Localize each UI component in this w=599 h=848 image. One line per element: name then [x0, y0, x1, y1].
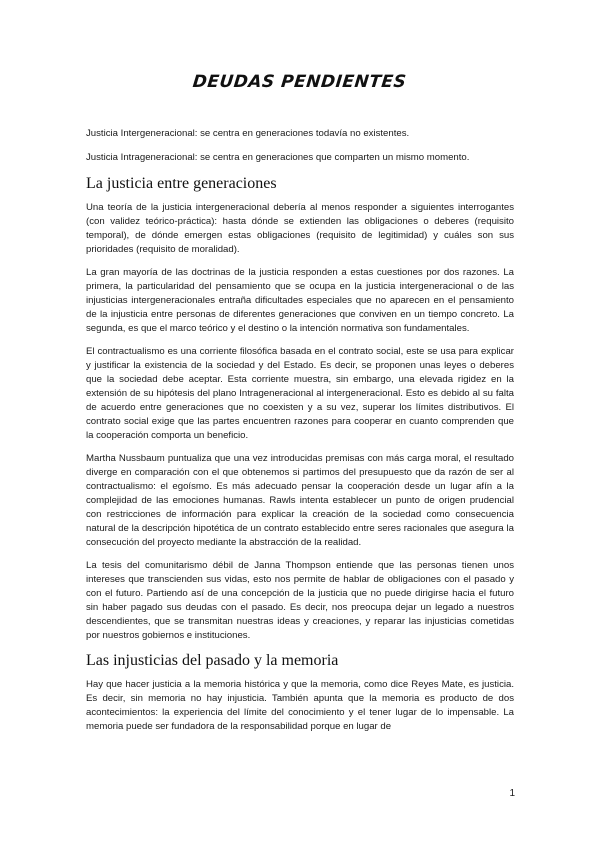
paragraph: Una teoría de la justicia intergeneracional debería al menos responder a siguientes interrogantes (con validez teórico-práctica): hasta dónde se extienden las obligaciones o deberes (requisito temporal), de dónde emergen estas obligaciones (requisito de legitimidad) y cuáles son sus prioridades (requisito de moralidad).	[86, 202, 514, 255]
definition-intrageneracional: Justicia Intrageneracional: se centra en generaciones que comparten un mismo momento.	[86, 152, 470, 163]
document-body	[86, 127, 514, 743]
paragraph: La gran mayoría de las doctrinas de la justicia responden a estas cuestiones por dos razones. La primera, la particularidad del pensamiento que se ocupa en la justicia intergeneracional o de las injusticias intergeneracionales entraña dificultades especiales que no aparecen en el pensamiento de la injusticia entre personas de diferentes generaciones que conviven en un tiempo concreto. La segunda, es que el marco teórico y el destino o la intención normativa son fundamentales.	[86, 267, 514, 334]
definition-intergeneracional: Justicia Intergeneracional: se centra en generaciones todavía no existentes.	[86, 128, 410, 139]
paragraph: La tesis del comunitarismo débil de Janna Thompson entiende que las personas tienen unos intereses que transcienden sus vidas, esto nos permite de hablar de obligaciones con el pasado y con el futuro. Partiendo así de una concepción de la justicia que no puede dirigirse hacia el futuro sin haber pagado sus deudas con el pasado. Es decir, nos preocupa dejar un legado a nuestros descendientes, que se transmitan nuestras ideas y creaciones, y reparar las injusticias cometidas por nuestros gobiernos e instituciones.	[86, 560, 514, 641]
document-title: DEUDAS PENDIENTES	[191, 72, 408, 92]
paragraph: Hay que hacer justicia a la memoria histórica y que la memoria, como dice Reyes Mate, es justicia. Es decir, sin memoria no hay injusticia. También apunta que la memoria es producto de dos acontecimientos: la experiencia del límite del conocimiento y el tener lugar de lo impensable. La memoria puede ser fundadora de la responsabilidad porque en lugar de	[86, 679, 514, 732]
paragraph: El contractualismo es una corriente filosófica basada en el contrato social, este se usa para explicar y justificar la existencia de la sociedad y del Estado. Es decir, se proponen unas leyes o deberes que la sociedad debe aceptar. Esta corriente muestra, sin embargo, una elevada rigidez en la extensión de su hipótesis del plano Intrageneracional al intergeneracional. Esto es debido al su falta de acuerdo entre generaciones que no coexisten y a su vez, superar los límites distributivos. El contrato social exige que las partes encuentren razones para cooperar en cuanto comprenden que la cooperación comporta un beneficio.	[86, 346, 514, 441]
page-number: 1	[509, 788, 515, 799]
section-heading: Las injusticias del pasado y la memoria	[86, 652, 339, 669]
section-heading: La justicia entre generaciones	[86, 175, 277, 192]
paragraph: Martha Nussbaum puntualiza que una vez introducidas premisas con más carga moral, el resultado diverge en comparación con el que obtenemos si partimos del presupuesto que da razón de ser al contractualismo: el egoísmo. Es más adecuado pensar la cooperación desde un lugar afín a la complejidad de las emociones humanas. Rawls intenta establecer un punto de origen prudencial con restricciones de información para explicar la creación de la sociedad como consecuencia natural de la descripción hipotética de un contrato establecido entre seres racionales que asegura la consecución del proyecto mediante la abstracción de la realidad.	[86, 453, 514, 548]
